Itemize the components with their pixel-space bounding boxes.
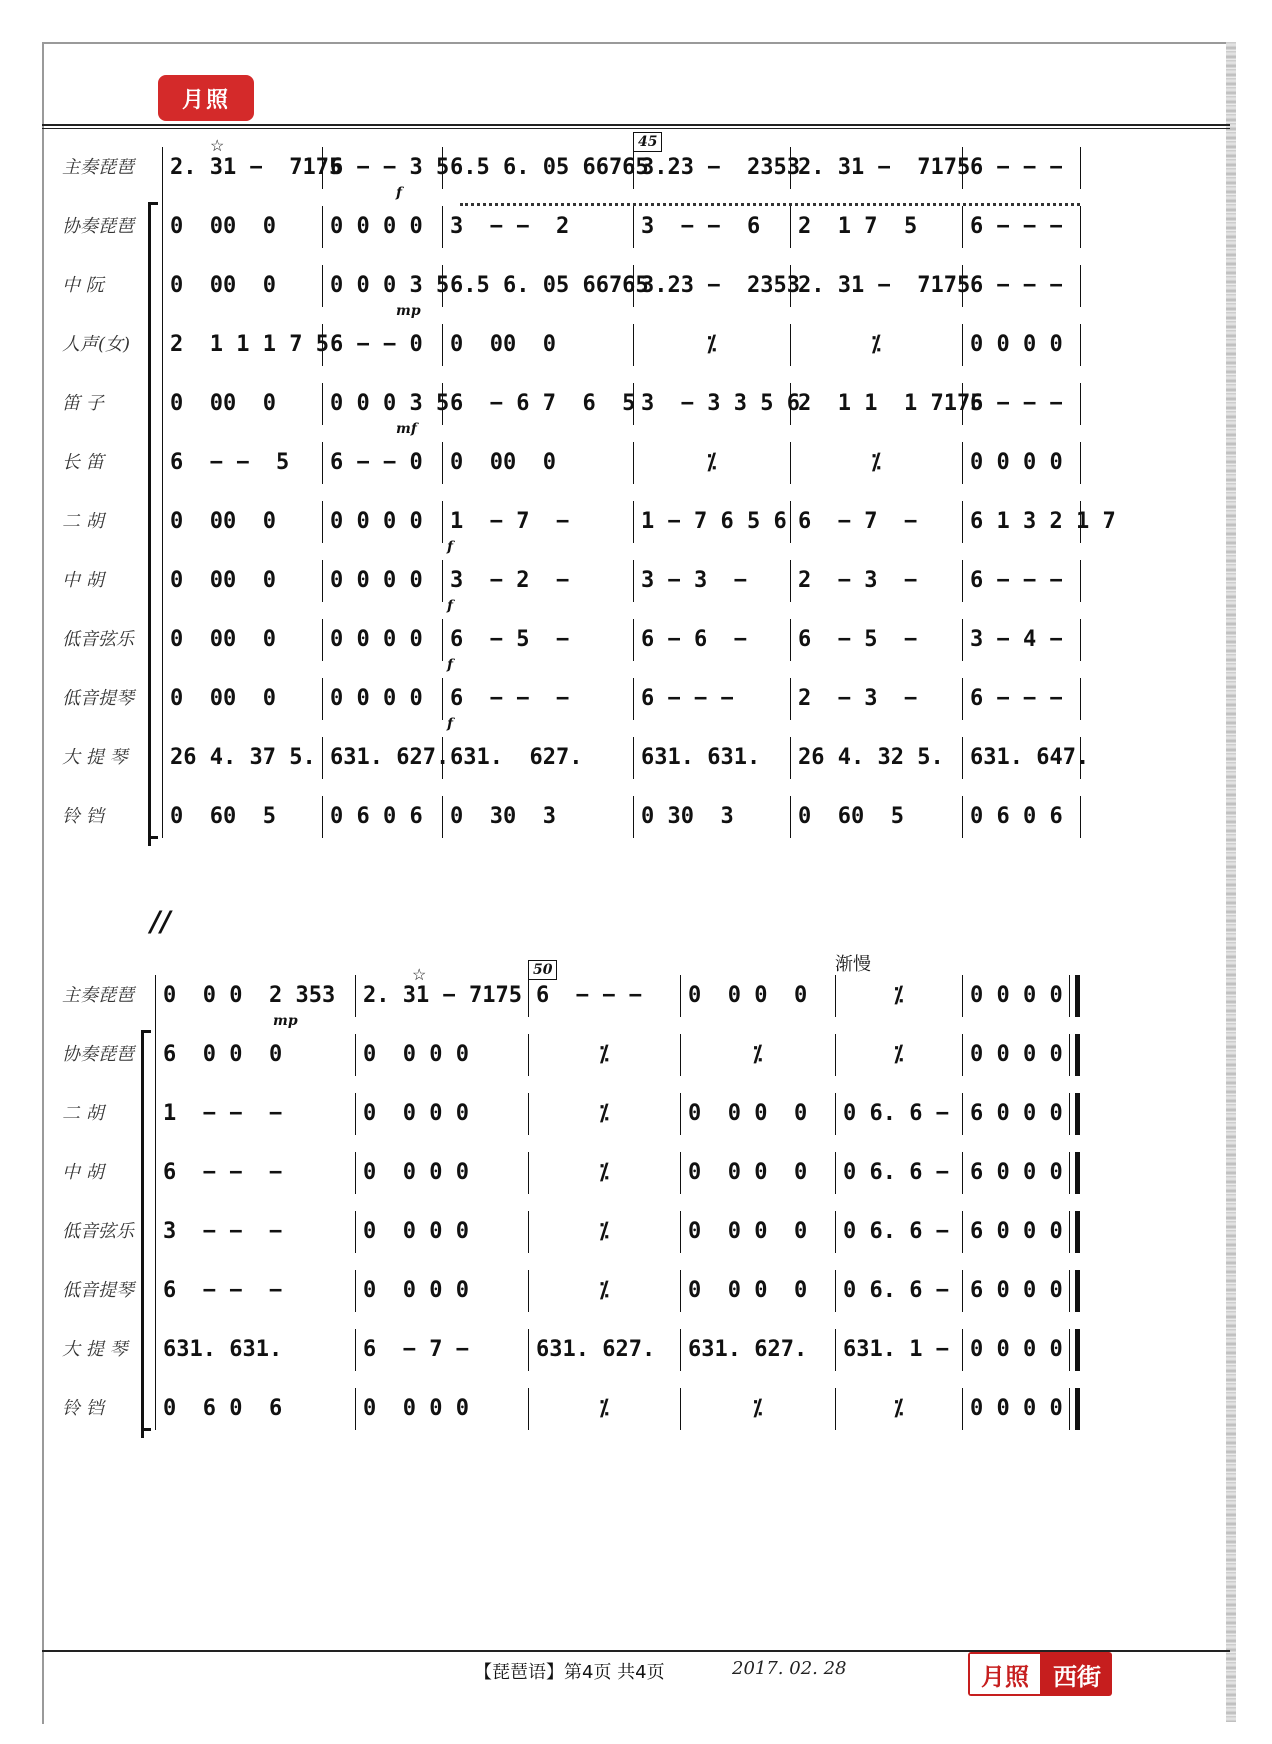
barline [790,560,791,602]
measure-notes: ⁒ [752,1042,763,1067]
group-bracket-cap-top [141,1030,151,1033]
barline [962,1329,963,1371]
barline [790,324,791,366]
barline [1080,147,1081,189]
barline [442,265,443,307]
measure-notes: ⁒ [706,332,717,357]
measure-notes: 6 − 6 7 6 5 [450,391,636,416]
measure-notes: 3 − 3 − [641,568,747,593]
barline [322,619,323,661]
measure-notes: ⁒ [893,1396,904,1421]
measure-notes: 6 − 7 − [798,509,918,534]
measure-notes: ⁒ [599,1396,609,1421]
instrument-label: 低音提琴 [62,688,134,709]
barline [962,737,963,779]
barline [790,147,791,189]
measure-notes: 1 − 7 − [450,509,570,534]
measure-notes: ⁒ [599,1160,609,1185]
barline [680,1270,681,1312]
instrument-label: 二 胡 [62,511,104,532]
barline [790,442,791,484]
barline [322,383,323,425]
measure-notes: 26 4. 37 5. [170,745,316,770]
measure-notes: 6 − − − [536,983,642,1008]
measure-notes: 0 0 0 0 [363,1160,469,1185]
group-bracket-cap-bottom [141,1428,151,1431]
measure-notes: 6 − − − [970,568,1063,593]
page-footer-date: 2017. 02. 28 [732,1658,847,1679]
final-barline-thin [1069,1034,1070,1076]
final-barline [1075,1211,1080,1253]
barline [528,975,529,1017]
measure-notes: 0 0 0 0 [330,214,423,239]
barline [633,206,634,248]
instrument-label: 人声(女) [62,334,131,355]
barline [680,975,681,1017]
barline [322,501,323,543]
barline [835,1270,836,1312]
final-barline [1075,1270,1080,1312]
barline [442,678,443,720]
measure-notes: 6 0 0 0 [970,1160,1063,1185]
barline [962,1211,963,1253]
measure-notes: 3.23 − 2353 [641,155,800,180]
barline [962,1270,963,1312]
ornament-mark: ☆ [210,136,225,155]
measure-notes: ⁒ [752,1396,763,1421]
measure-notes: 0 0 0 0 [363,1219,469,1244]
measure-notes: 6.5 6. 05 66765 [450,273,649,298]
measure-notes: 6 − 5 − [450,627,570,652]
barline [528,1093,529,1135]
final-barline-thin [1069,1152,1070,1194]
measure-notes: 6 − − 3 5 [330,155,450,180]
barline [1080,206,1081,248]
barline [835,1152,836,1194]
torn-page-edge [1226,42,1236,1722]
measure-notes: 6 − 7 − [363,1337,469,1362]
measure-notes: 631. 631. [163,1337,283,1362]
barline [1080,560,1081,602]
measure-notes: ⁒ [871,450,881,475]
measure-notes: ⁒ [871,332,881,357]
measure-notes: 3 − − 6 [641,214,761,239]
dynamic-marking: mf [396,421,417,437]
measure-notes: 0 0 0 0 [330,568,423,593]
measure-notes: 631. 627. [330,745,450,770]
barline [790,206,791,248]
measure-notes: 631. 627. [536,1337,656,1362]
barline [322,678,323,720]
barline [355,1211,356,1253]
barline [962,206,963,248]
barline [680,1093,681,1135]
brand-logo [968,1652,1112,1696]
barline [1080,383,1081,425]
measure-notes: 0 00 0 [170,391,276,416]
barline [962,1152,963,1194]
instrument-label: 协奏琵琶 [62,216,134,237]
measure-notes: 0 0 0 0 [688,1278,808,1303]
measure-notes: 0 0 0 0 [688,1160,808,1185]
barline [962,442,963,484]
barline [322,206,323,248]
measure-notes: 631. 647. [970,745,1090,770]
barline [790,265,791,307]
measure-notes: 2. 31 − 7175 [170,155,343,180]
barline [528,1270,529,1312]
barline [633,265,634,307]
barline [962,560,963,602]
measure-notes: 1 − 7 6 5 6 [641,509,787,534]
final-barline-thin [1069,975,1070,1017]
instrument-label: 主奏琵琶 [62,985,134,1006]
measure-notes: ⁒ [893,1042,904,1067]
barline [355,1034,356,1076]
measure-notes: 6 − − 5 [170,450,290,475]
barline [355,975,356,1017]
system-start-line [162,147,163,838]
barline [633,383,634,425]
barline [633,737,634,779]
measure-notes: 6 − − 0 [330,450,423,475]
barline [835,1034,836,1076]
barline [322,324,323,366]
measure-notes: 0 00 0 [170,509,276,534]
measure-notes: ⁒ [893,983,904,1008]
dynamic-marking: f [447,539,454,555]
barline [962,383,963,425]
barline [1080,796,1081,838]
measure-notes: 6 0 0 0 [970,1219,1063,1244]
barline [442,206,443,248]
barline [1080,619,1081,661]
barline [322,442,323,484]
barline [528,1034,529,1076]
barline [633,147,634,189]
measure-notes: ⁒ [599,1042,609,1067]
rehearsal-mark: 50 [528,960,557,980]
measure-notes: 0 30 3 [641,804,734,829]
barline [528,1211,529,1253]
barline [442,147,443,189]
dynamic-marking: f [447,598,454,614]
measure-notes: 6 − − − [450,686,570,711]
measure-notes: 0 0 0 0 [363,1396,469,1421]
barline [962,265,963,307]
measure-notes: 2. 31 − 7175 [363,983,522,1008]
measure-notes: 0 0 0 0 [363,1278,469,1303]
measure-notes: 0 0 0 0 [330,509,423,534]
measure-notes: 6 − − − [970,155,1063,180]
measure-notes: 2 1 1 1 7 5 [170,332,329,357]
barline [442,619,443,661]
barline [962,1093,963,1135]
measure-notes: 3 − − 2 [450,214,570,239]
measure-notes: 3 − − − [163,1219,283,1244]
barline [633,560,634,602]
measure-notes: 631. 627. [688,1337,808,1362]
header-rule [42,124,1230,126]
measure-notes: 2. 31 − 7175 [798,273,971,298]
barline [442,324,443,366]
measure-notes: 6 0 0 0 [970,1101,1063,1126]
measure-notes: 0 0 0 0 [688,1101,808,1126]
measure-notes: 0 0 0 0 [330,686,423,711]
measure-notes: 0 0 0 0 [688,983,808,1008]
measure-notes: 0 0 0 3 5 [330,391,450,416]
measure-notes: 1 − − − [163,1101,283,1126]
final-barline-thin [1069,1211,1070,1253]
measure-notes: 0 0 0 0 [970,1337,1063,1362]
measure-notes: 3.23 − 2353 [641,273,800,298]
ornament-mark: ☆ [412,965,427,984]
barline [1080,442,1081,484]
final-barline [1075,1329,1080,1371]
barline [1080,678,1081,720]
barline [355,1270,356,1312]
measure-notes: 0 6 0 6 [970,804,1063,829]
measure-notes: ⁒ [706,450,717,475]
measure-notes: 0 00 0 [170,627,276,652]
measure-notes: 6 − 6 − [641,627,747,652]
measure-notes: 2 1 7 5 [798,214,918,239]
section-break-mark: // [150,905,171,938]
measure-notes: 0 60 5 [798,804,904,829]
measure-notes: 0 0 0 0 [970,450,1063,475]
barline [528,1388,529,1430]
barline [835,1329,836,1371]
dynamic-marking: mp [396,303,421,319]
barline [680,1329,681,1371]
measure-notes: 0 0 0 2 353 [163,983,336,1008]
barline [355,1152,356,1194]
barline [790,383,791,425]
instrument-label: 低音弦乐 [62,1221,134,1242]
barline [355,1388,356,1430]
measure-notes: 3 − 4 − [970,627,1063,652]
dynamic-marking: f [447,716,454,732]
measure-notes: 6 − − 0 [330,332,423,357]
instrument-label: 主奏琵琶 [62,157,134,178]
instrument-label: 二 胡 [62,1103,104,1124]
measure-notes: 6 − 5 − [798,627,918,652]
barline [790,678,791,720]
barline [442,560,443,602]
final-barline [1075,1034,1080,1076]
measure-notes: 0 6 0 6 [163,1396,283,1421]
barline [633,796,634,838]
measure-notes: 0 00 0 [450,450,556,475]
measure-notes: 2 1 1 1 7175 [798,391,984,416]
barline [528,1329,529,1371]
barline [633,324,634,366]
barline [790,619,791,661]
group-bracket-cap-bottom [148,836,158,839]
measure-notes: 0 0 0 0 [688,1219,808,1244]
barline [355,1329,356,1371]
barline [1080,501,1081,543]
instrument-label: 低音弦乐 [62,629,134,650]
barline [442,501,443,543]
barline [322,147,323,189]
measure-notes: 6.5 6. 05 66765 [450,155,649,180]
measure-notes: 3 − 3 3 5 6 [641,391,800,416]
measure-notes: 6 − − − [163,1160,283,1185]
barline [528,1152,529,1194]
measure-notes: 3 − 2 − [450,568,570,593]
measure-notes: ⁒ [599,1101,609,1126]
dynamic-marking: f [396,185,403,201]
final-barline-thin [1069,1388,1070,1430]
final-barline [1075,1152,1080,1194]
measure-notes: 6 − − − [970,273,1063,298]
barline [835,1211,836,1253]
barline [835,975,836,1017]
instrument-label: 中 胡 [62,570,104,591]
measure-notes: 0 60 5 [170,804,276,829]
logo-right-text: 西街 [1042,1652,1112,1696]
measure-notes: 631. 1 − [843,1337,949,1362]
barline [790,737,791,779]
barline [962,324,963,366]
measure-notes: 0 6. 6 − [843,1101,949,1126]
measure-notes: 0 0 0 0 [970,1042,1063,1067]
instrument-label: 低音提琴 [62,1280,134,1301]
barline [962,1034,963,1076]
measure-notes: 0 00 0 [170,686,276,711]
measure-notes: 0 6 0 6 [330,804,423,829]
measure-notes: 6 − − − [970,686,1063,711]
header-rule-thin [42,128,1230,129]
measure-notes: 0 00 0 [450,332,556,357]
measure-notes: 0 30 3 [450,804,556,829]
barline [633,442,634,484]
measure-notes: 6 1 3 2 1 7 [970,509,1116,534]
measure-notes: 6 − − − [641,686,734,711]
dynamic-marking: f [447,657,454,673]
barline [1080,737,1081,779]
instrument-label: 中 胡 [62,1162,104,1183]
final-barline [1075,975,1080,1017]
measure-notes: 631. 627. [450,745,583,770]
measure-notes: 0 0 0 0 [330,627,423,652]
measure-notes: 0 6. 6 − [843,1160,949,1185]
barline [442,737,443,779]
measure-notes: 6 − − − [163,1278,283,1303]
rehearsal-mark: 45 [633,132,662,152]
barline [322,560,323,602]
measure-notes: 6 0 0 0 [970,1278,1063,1303]
tempo-marking: 渐慢 [835,954,871,975]
barline [633,678,634,720]
dynamic-marking: mp [273,1013,298,1029]
page-footer-title: 【琵琶语】第4页 共4页 [474,1662,665,1683]
instrument-label: 长 笛 [62,452,104,473]
barline [633,501,634,543]
barline [962,501,963,543]
measure-notes: ⁒ [599,1278,609,1303]
barline [442,442,443,484]
barline [1080,265,1081,307]
instrument-label: 笛 子 [62,393,104,414]
measure-notes: 0 0 0 0 [363,1042,469,1067]
barline [962,678,963,720]
barline [1080,324,1081,366]
measure-notes: 2 − 3 − [798,568,918,593]
instrument-label: 协奏琵琶 [62,1044,134,1065]
barline [790,501,791,543]
measure-notes: 0 6. 6 − [843,1278,949,1303]
measure-notes: 0 0 0 3 5 [330,273,450,298]
barline [322,737,323,779]
measure-notes: 631. 631. [641,745,761,770]
measure-notes: 0 0 0 0 [970,1396,1063,1421]
measure-notes: 6 − − − [970,391,1063,416]
group-bracket-cap-top [148,202,158,205]
barline [680,1388,681,1430]
barline [835,1093,836,1135]
barline [680,1034,681,1076]
final-barline [1075,1093,1080,1135]
barline [442,383,443,425]
barline [442,796,443,838]
barline [322,265,323,307]
barline [962,619,963,661]
final-barline-thin [1069,1329,1070,1371]
barline [680,1211,681,1253]
final-barline-thin [1069,1270,1070,1312]
barline [962,796,963,838]
instrument-label: 大 提 琴 [62,1339,128,1360]
measure-notes: 0 00 0 [170,568,276,593]
measure-notes: 0 00 0 [170,214,276,239]
measure-notes: ⁒ [599,1219,609,1244]
measure-notes: 6 0 0 0 [163,1042,283,1067]
measure-notes: 0 0 0 0 [363,1101,469,1126]
barline [355,1093,356,1135]
barline [835,1388,836,1430]
instrument-label: 铃 铛 [62,806,104,827]
measure-notes: 2 − 3 − [798,686,918,711]
barline [680,1152,681,1194]
barline [962,147,963,189]
measure-notes: 0 0 0 0 [970,332,1063,357]
trill-extension-line [460,203,1080,206]
barline [962,975,963,1017]
measure-notes: 26 4. 32 5. [798,745,944,770]
logo-left-text: 月照 [968,1652,1042,1696]
instrument-label: 铃 铛 [62,1398,104,1419]
measure-notes: 0 0 0 0 [970,983,1063,1008]
measure-notes: 6 − − − [970,214,1063,239]
barline [790,796,791,838]
instrument-label: 中 阮 [62,275,104,296]
barline [322,796,323,838]
measure-notes: 0 6. 6 − [843,1219,949,1244]
barline [962,1388,963,1430]
measure-notes: 0 00 0 [170,273,276,298]
measure-notes: 2. 31 − 7175 [798,155,971,180]
final-barline [1075,1388,1080,1430]
final-barline-thin [1069,1093,1070,1135]
seal-stamp: 月照 [158,75,254,121]
instrument-label: 大 提 琴 [62,747,128,768]
barline [633,619,634,661]
